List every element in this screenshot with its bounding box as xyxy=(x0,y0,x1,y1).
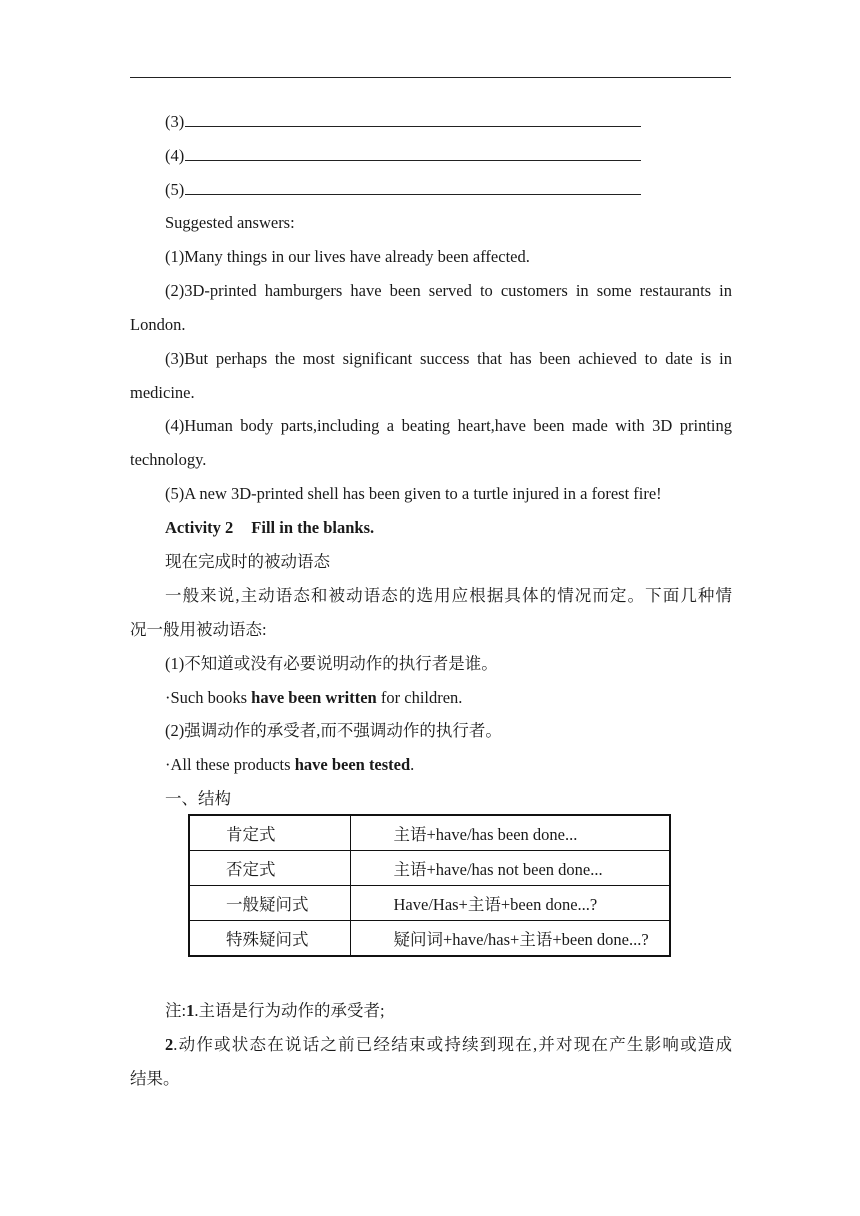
example-text: for children. xyxy=(376,688,463,707)
table-cell-pattern: Have/Has+主语+been done...? xyxy=(350,886,670,921)
suggested-answer-2-line1: (2)3D-printed hamburgers have been served to customers in some restaurants in xyxy=(165,281,732,300)
activity-title: Fill in the blanks. xyxy=(251,518,375,537)
table-cell-pattern: 主语+have/has not been done... xyxy=(350,851,670,886)
blank-label: (4) xyxy=(165,146,185,165)
example-text: . xyxy=(410,755,415,774)
table-row xyxy=(189,851,670,886)
structure-table xyxy=(188,814,671,957)
activity-heading xyxy=(165,518,732,538)
blank-answer-3 xyxy=(165,112,732,132)
suggested-answer-1: (1)Many things in our lives have already been affected. xyxy=(165,247,530,266)
grammar-case-1: (1)不知道或没有必要说明动作的执行者是谁。 xyxy=(165,654,498,673)
example-text: ·All these products xyxy=(165,755,295,774)
suggested-answer-4-line1: (4)Human body parts,including a beating heart,have been made with 3D printing xyxy=(165,416,732,435)
table-row xyxy=(189,921,670,957)
note-number: 2 xyxy=(165,1035,174,1054)
note-prefix: 注: xyxy=(165,1001,187,1020)
note-number: 1 xyxy=(186,1001,195,1020)
example-bold-text: have been written xyxy=(251,688,377,707)
example-bold-text: have been tested xyxy=(294,755,411,774)
note-text: .动作或状态在说话之前已经结束或持续到现在,并对现在产生影响或造成 xyxy=(173,1035,732,1054)
suggested-answer-3-line1: (3)But perhaps the most significant success that has been achieved to date is in xyxy=(165,349,732,368)
grammar-case-2: (2)强调动作的承受者,而不强调动作的执行者。 xyxy=(165,721,502,740)
table-cell-form: 一般疑问式 xyxy=(189,886,350,921)
note-2-line2: 结果。 xyxy=(130,1069,180,1088)
grammar-topic: 现在完成时的被动语态 xyxy=(165,552,330,571)
table-row xyxy=(189,815,670,851)
structure-heading: 一、结构 xyxy=(165,789,231,808)
note-1 xyxy=(165,1001,732,1021)
note-2-line1 xyxy=(165,1035,732,1055)
blank-line xyxy=(185,112,641,127)
grammar-intro-line1: 一般来说,主动语态和被动语态的选用应根据具体的情况而定。下面几种情 xyxy=(165,586,732,605)
blank-answer-5 xyxy=(165,180,732,200)
table-cell-form: 肯定式 xyxy=(189,815,350,851)
suggested-answer-4-line2: technology. xyxy=(130,450,207,469)
suggested-answer-5: (5)A new 3D-printed shell has been given to a turtle injured in a forest fire! xyxy=(165,484,662,503)
suggested-answer-2-line2: London. xyxy=(130,315,186,334)
grammar-example-1 xyxy=(165,688,732,708)
suggested-answers-heading: Suggested answers: xyxy=(165,213,295,232)
suggested-answer-3-line2: medicine. xyxy=(130,383,195,402)
blank-label: (3) xyxy=(165,112,185,131)
header-rule xyxy=(130,77,731,78)
blank-label: (5) xyxy=(165,180,185,199)
blank-line xyxy=(185,180,641,195)
table-cell-pattern: 主语+have/has been done... xyxy=(350,815,670,851)
example-text: ·Such books xyxy=(165,688,252,707)
table-cell-form: 特殊疑问式 xyxy=(189,921,350,957)
note-text: .主语是行为动作的承受者; xyxy=(194,1001,385,1020)
blank-answer-4 xyxy=(165,146,732,166)
table-cell-form: 否定式 xyxy=(189,851,350,886)
grammar-intro-line2: 况一般用被动语态: xyxy=(130,620,267,639)
table-cell-pattern: 疑问词+have/has+主语+been done...? xyxy=(350,921,670,957)
activity-label: Activity 2 xyxy=(165,518,234,537)
table-row xyxy=(189,886,670,921)
grammar-example-2 xyxy=(165,755,732,775)
blank-line xyxy=(185,146,641,161)
